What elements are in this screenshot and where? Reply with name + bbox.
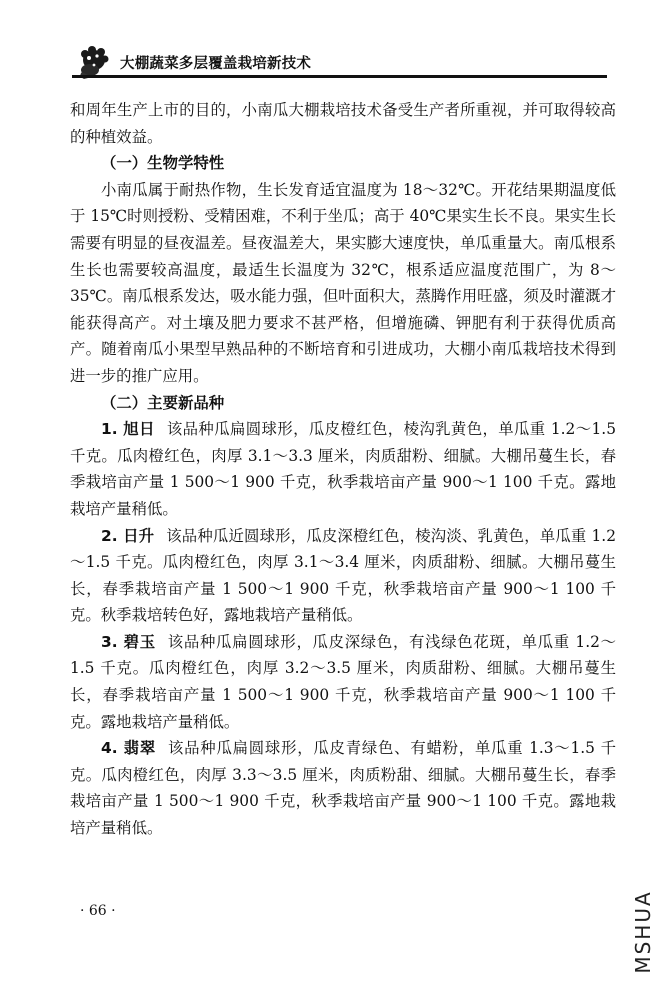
variety-paragraph <box>70 629 616 735</box>
section-heading-varieties: （二）主要新品种 <box>101 393 225 412</box>
header-rule <box>72 75 607 78</box>
variety-description: 该品种瓜扁圆球形，瓜皮深绿色，有浅绿色花斑，单瓜重 1.2～1.5 千克。瓜肉橙红色，肉厚 3.2～3.5 厘米，肉质甜粉、细腻。大棚吊蔓生长，春季栽培亩产量 1 500～1 900 千克，秋季栽培亩产量 900～1 100 千克。露地栽培产量稍低。 <box>70 632 616 731</box>
variety-name: 4. 翡翠 <box>101 739 156 758</box>
watermark <box>628 872 658 992</box>
variety-description: 该品种瓜扁圆球形，瓜皮橙红色，棱沟乳黄色，单瓜重 1.2～1.5 千克。瓜肉橙红色，肉厚 3.1～3.3 厘米，肉质甜粉、细腻。大棚吊蔓生长，春季栽培亩产量 1 500～1 900 千克，秋季栽培亩产量 900～1 100 千克。露地栽培产量稍低。 <box>70 420 616 518</box>
variety-paragraph <box>70 416 616 522</box>
variety-name: 3. 碧玉 <box>101 632 156 651</box>
section-heading-biology: （一）生物学特性 <box>101 154 225 173</box>
variety-paragraph <box>70 523 616 629</box>
biology-paragraph: 小南瓜属于耐热作物，生长发育适宜温度为 18～32℃。开花结果期温度低于 15℃时则授粉、受精困难，不利于坐瓜；高于 40℃果实生长不良。果实生长需要有明显的昼夜温差。昼夜温差大，果实膨大速度快，单瓜重量大。南瓜根系生长也需要较高温度，最适生长温度为 32℃，根系适应温度范围广，为 8～35℃。南瓜根系发达，吸水能力强，但叶面积大，蒸腾作用旺盛，须及时灌溉才能获得高产。对土壤及肥力要求不甚严格，但增施磷、钾肥有利于获得优质高产。随着南瓜小果型早熟品种的不断培育和引进成功，大棚小南瓜栽培技术得到进一步的推广应用。 <box>70 180 616 385</box>
watermark-text: MSHUA <box>631 890 655 974</box>
page-body <box>70 97 616 842</box>
variety-description: 该品种瓜扁圆球形，瓜皮青绿色、有蜡粉，单瓜重 1.3～1.5 千克。瓜肉橙红色，肉厚 3.3～3.5 厘米，肉质粉甜、细腻。大棚吊蔓生长，春季栽培亩产量 1 500～1 900 千克，秋季栽培亩产量 900～1 100 千克。露地栽培产量稍低。 <box>70 739 616 838</box>
intro-paragraph: 和周年生产上市的目的，小南瓜大棚栽培技术备受生产者所重视，并可取得较高的种植效益。 <box>70 101 616 146</box>
page-number: · 66 · <box>80 903 116 919</box>
header-title: 大棚蔬菜多层覆盖栽培新技术 <box>120 56 312 72</box>
variety-description: 该品种瓜近圆球形，瓜皮深橙红色，棱沟淡、乳黄色，单瓜重 1.2～1.5 千克。瓜肉橙红色，肉厚 3.1～3.4 厘米，肉质甜粉、细腻。大棚吊蔓生长，春季栽培亩产量 1 500～1 900 千克，秋季栽培亩产量 900～1 100 千克。秋季栽培转色好，露地栽培产量稍低。 <box>70 526 616 625</box>
variety-name: 2. 日升 <box>101 526 155 545</box>
variety-paragraph <box>70 735 616 841</box>
variety-name: 1. 旭日 <box>101 420 155 439</box>
running-header <box>62 46 607 82</box>
